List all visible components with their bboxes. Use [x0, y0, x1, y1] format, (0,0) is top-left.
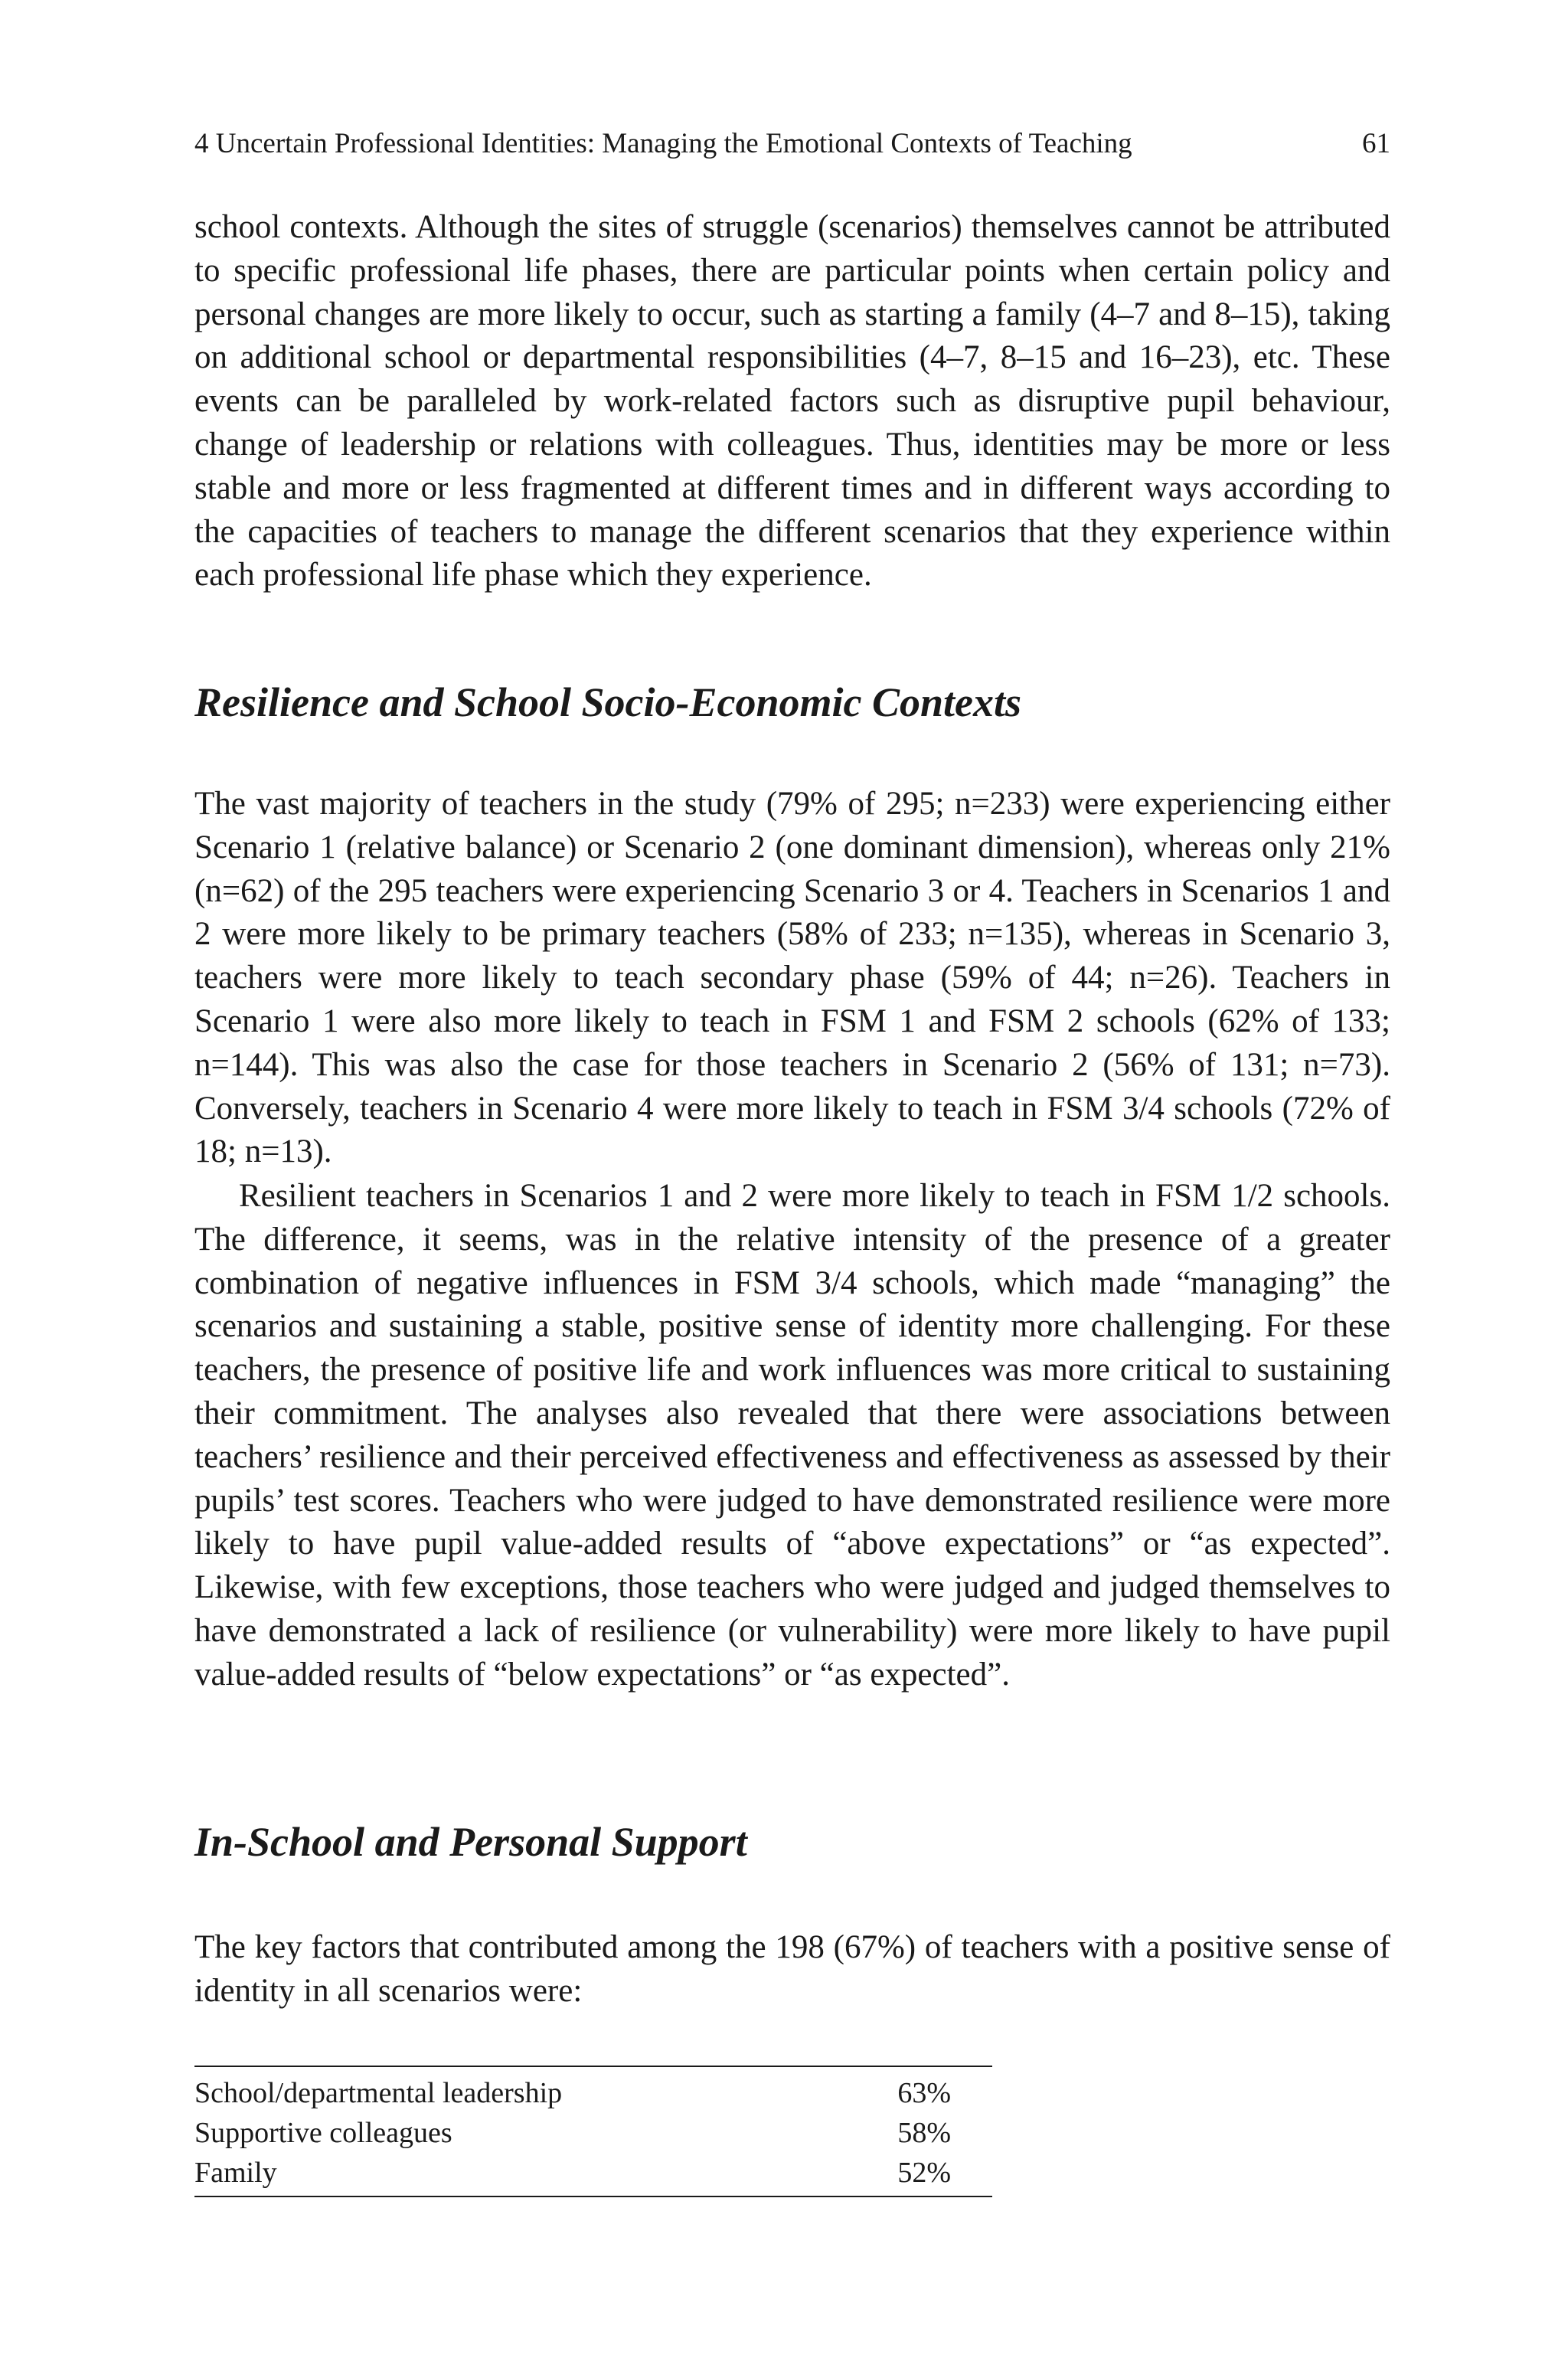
page-number: 61 — [1362, 128, 1390, 159]
table-top-rule — [194, 2066, 992, 2073]
table-row — [194, 2113, 992, 2153]
factor-name: Family — [194, 2157, 277, 2189]
factor-name: School/departmental leadership — [194, 2077, 563, 2109]
key-factors-table — [194, 2066, 992, 2197]
factor-percent: 52% — [897, 2157, 951, 2189]
table-row — [194, 2073, 992, 2113]
table-bottom-rule — [194, 2193, 992, 2196]
factor-percent: 58% — [897, 2117, 951, 2149]
body-paragraph-4: The key factors that contributed among the 198 (67%) of teachers with a positive sense of identity in all scenarios were: — [194, 1929, 1390, 2009]
factor-percent: 63% — [897, 2077, 951, 2109]
table-row — [194, 2153, 992, 2193]
running-head-title: 4 Uncertain Professional Identities: Managing the Emotional Contexts of Teaching — [194, 128, 1132, 159]
body-paragraph-3: Resilient teachers in Scenarios 1 and 2 were more likely to teach in FSM 1/2 schools. The difference, it seems, was in the relative intensity of the presence of a greater combination of negative influences in FSM 3/4 schools, which made “managing” the scenarios and sustaining a stable, positive sense of identity more challenging. For these teachers, the presence of positive life and work influences was more critical to sustaining their commitment. The analyses also revealed that there were associations between teachers’ resilience and their perceived effectiveness and effectiveness as assessed by their pupils’ test scores. Teachers who were judged to have demonstrated resilience were more likely to have pupil value-added results of “above expectations” or “as expected”. Likewise, with few exceptions, those teachers who were judged and judged themselves to have demonstrated a lack of resilience (or vulnerability) were more likely to have pupil value-added results of “below expectations” or “as expected”. — [194, 1178, 1390, 1693]
body-paragraph-1: school contexts. Although the sites of struggle (scenarios) themselves cannot be attributed to specific professional life phases, there are particular points when certain policy and personal changes are more likely to occur, such as starting a family (4–7 and 8–15), taking on additional school or departmental responsibilities (4–7, 8–15 and 16–23), etc. These events can be paralleled by work-related factors such as disruptive pupil behaviour, change of leadership or relations with colleagues. Thus, identities may be more or less stable and more or less fragmented at different times and in different ways according to the capacities of teachers to manage the different scenarios that they experience within each professional life phase which they experience. — [194, 209, 1390, 594]
section-heading-resilience: Resilience and School Socio-Economic Contexts — [194, 679, 1022, 725]
body-paragraph-2: The vast majority of teachers in the study (79% of 295; n=233) were experiencing either Scenario 1 (relative balance) or Scenario 2 (one dominant dimension), whereas only 21% (n=62) of the 295 teachers were experiencing Scenario 3 or 4. Teachers in Scenarios 1 and 2 were more likely to be primary teachers (58% of 233; n=135), whereas in Scenario 3, teachers were more likely to teach secondary phase (59% of 44; n=26). Teachers in Scenario 1 were also more likely to teach in FSM 1 and FSM 2 schools (62% of 133; n=144). This was also the case for those teachers in Scenario 2 (56% of 131; n=73). Conversely, teachers in Scenario 4 were more likely to teach in FSM 3/4 schools (72% of 18; n=13). — [194, 786, 1390, 1170]
factor-name: Supportive colleagues — [194, 2117, 452, 2149]
section-heading-support: In-School and Personal Support — [194, 1819, 747, 1865]
